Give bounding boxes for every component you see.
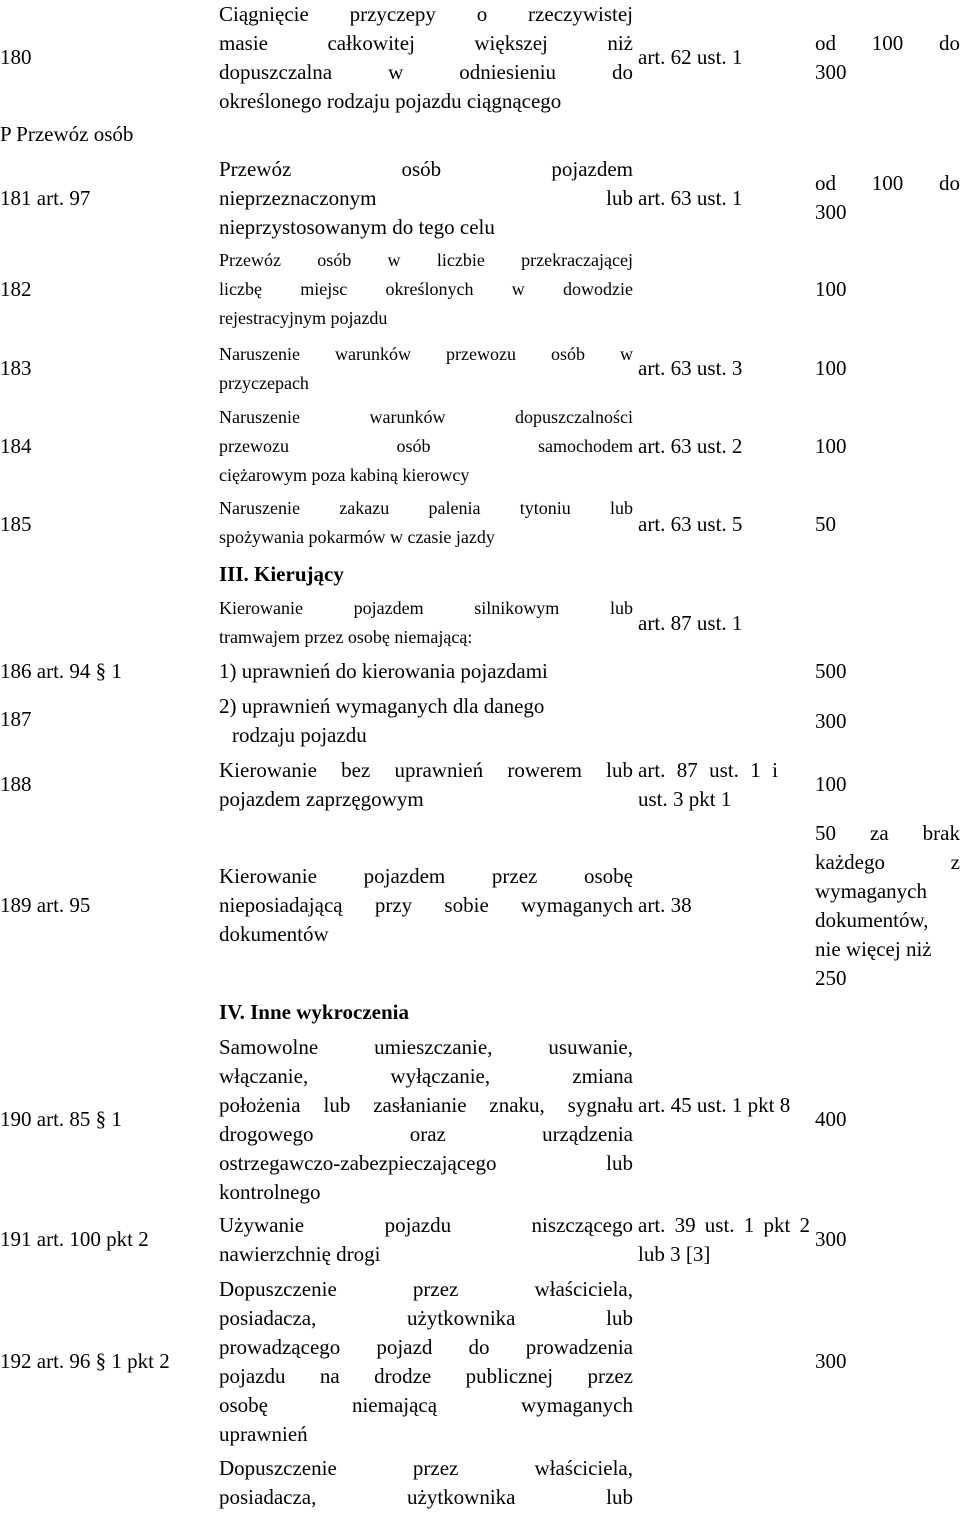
fine-amount <box>815 819 960 993</box>
row-number: 188 <box>0 772 32 796</box>
table-row <box>0 1033 960 1208</box>
legal-reference: art. 63 ust. 5 <box>638 512 743 536</box>
row-number: 183 <box>0 356 32 380</box>
offense-description <box>219 494 633 552</box>
offense-description <box>219 1211 633 1269</box>
table-row <box>0 1275 960 1450</box>
offense-description <box>219 155 633 242</box>
description-line: ciężarowym poza kabiną kierowcy <box>219 465 470 485</box>
fine-line: wymaganych <box>815 879 927 903</box>
fine-amount: 100 <box>815 356 847 380</box>
row-number: 182 <box>0 277 32 301</box>
offense-description <box>219 692 633 750</box>
description-line: rejestracyjnym pojazdu <box>219 308 388 328</box>
table-row <box>0 340 960 400</box>
description-line: pojazdem zaprzęgowym <box>219 787 424 811</box>
description-line: drogowego oraz urządzenia <box>219 1122 633 1146</box>
table-row <box>0 246 960 336</box>
table-row <box>0 494 960 554</box>
description-line: nawierzchnię drogi <box>219 1242 381 1266</box>
legal-reference: art. 62 ust. 1 <box>638 45 743 69</box>
section-heading: IV. Inne wykroczenia <box>219 1000 409 1024</box>
description-line: określonego rodzaju pojazdu ciągnącego <box>219 89 562 113</box>
description-line: nieprzeznaczonym lub <box>219 186 633 210</box>
description-line: włączanie, wyłączanie, zmiana <box>219 1064 633 1088</box>
fine-amount: 100 <box>815 772 847 796</box>
offense-description <box>219 340 633 398</box>
description-line: Kierowanie pojazdem silnikowym lub <box>219 598 633 618</box>
table-row <box>0 1454 960 1514</box>
description-line: przewozu osób samochodem <box>219 436 633 456</box>
section-heading: III. Kierujący <box>219 562 344 586</box>
description-line: rodzaju pojazdu <box>232 723 367 747</box>
fine-amount: 50 <box>815 512 836 536</box>
fine-amount: 100 <box>815 277 847 301</box>
description-line: przyczepach <box>219 373 309 393</box>
table-row <box>0 657 960 687</box>
description-line: Naruszenie warunków dopuszczalności <box>219 407 633 427</box>
fine-line: każdego z <box>815 850 960 874</box>
offense-description <box>219 403 633 490</box>
legal-reference: art. 39 ust. 1 pkt 2 lub 3 [3] <box>638 1213 810 1266</box>
description-line: Naruszenie warunków przewozu osób w <box>219 344 633 364</box>
description-line: dopuszczalna w odniesieniu do <box>219 60 633 84</box>
description-line: Przewóz osób pojazdem <box>219 157 633 181</box>
table-row <box>0 0 960 116</box>
fine-amount: 300 <box>815 1349 847 1373</box>
legal-reference: art. 87 ust. 1 <box>638 611 743 635</box>
fine-amount: 300 <box>815 709 847 733</box>
offense-description <box>219 0 633 116</box>
fine-line: nie więcej niż <box>815 937 932 961</box>
legal-reference: art. 63 ust. 3 <box>638 356 743 380</box>
table-row <box>0 594 960 654</box>
fine-line: od 100 do <box>815 171 960 195</box>
legal-reference: art. 63 ust. 1 <box>638 186 743 210</box>
row-number: 187 <box>0 707 32 731</box>
fine-line: 250 <box>815 966 847 990</box>
description-line: dokumentów <box>219 922 329 946</box>
description-line: Dopuszczenie przez właściciela, <box>219 1456 633 1480</box>
description-line: Używanie pojazdu niszczącego <box>219 1213 633 1237</box>
section-heading: P Przewóz osób <box>0 122 134 146</box>
description-line: uprawnień <box>219 1422 308 1446</box>
legal-reference: art. 87 ust. 1 i ust. 3 pkt 1 <box>638 758 778 811</box>
fine-amount <box>815 169 960 227</box>
fine-amount <box>815 29 960 87</box>
description-line: posiadacza, użytkownika lub <box>219 1306 633 1330</box>
offense-description <box>219 1454 633 1512</box>
description-line: 2) uprawnień wymaganych dla danego <box>219 694 545 718</box>
legal-reference: art. 45 ust. 1 pkt 8 <box>638 1093 791 1117</box>
description-line: ostrzegawczo-zabezpieczającego lub <box>219 1151 633 1175</box>
row-number: 189 art. 95 <box>0 893 91 917</box>
description-line: Kierowanie pojazdem przez osobę <box>219 864 633 888</box>
row-number: 185 <box>0 512 32 536</box>
description-line: masie całkowitej większej niż <box>219 31 633 55</box>
description-line: nieprzystosowanym do tego celu <box>219 215 495 239</box>
table-row <box>0 155 960 245</box>
fine-amount: 500 <box>815 659 847 683</box>
description-line: Naruszenie zakazu palenia tytoniu lub <box>219 498 633 518</box>
fine-amount: 300 <box>815 1227 847 1251</box>
table-row <box>0 756 960 816</box>
fine-line: 300 <box>815 60 847 84</box>
table-row <box>0 819 960 994</box>
legal-reference: art. 38 <box>638 893 692 917</box>
row-number: 191 art. 100 pkt 2 <box>0 1227 149 1251</box>
row-number: 186 art. 94 § 1 <box>0 659 122 683</box>
description-line: Samowolne umieszczanie, usuwanie, <box>219 1035 633 1059</box>
row-number: 190 art. 85 § 1 <box>0 1107 122 1131</box>
description-line: kontrolnego <box>219 1180 321 1204</box>
offense-description <box>219 246 633 333</box>
description-line: nieposiadającą przy sobie wymaganych <box>219 893 633 917</box>
offense-description <box>219 657 633 686</box>
fine-amount: 100 <box>815 434 847 458</box>
row-number: 184 <box>0 434 32 458</box>
fine-line: od 100 do <box>815 31 960 55</box>
description-line: Ciągnięcie przyczepy o rzeczywistej <box>219 2 633 26</box>
description-line: 1) uprawnień do kierowania pojazdami <box>219 659 548 683</box>
description-line: posiadacza, użytkownika lub <box>219 1485 633 1509</box>
description-line: spożywania pokarmów w czasie jazdy <box>219 527 495 547</box>
description-line: prowadzącego pojazd do prowadzenia <box>219 1335 633 1359</box>
fine-line: 50 za brak <box>815 821 960 845</box>
description-line: położenia lub zasłanianie znaku, sygnału <box>219 1093 633 1117</box>
description-line: pojazdu na drodze publicznej przez <box>219 1364 633 1388</box>
table-row <box>0 1211 960 1271</box>
table-row <box>0 692 960 752</box>
fine-line: dokumentów, <box>815 908 929 932</box>
description-line: Przewóz osób w liczbie przekraczającej <box>219 250 633 270</box>
row-number: 180 <box>0 45 32 69</box>
offense-description <box>219 1033 633 1207</box>
offense-description <box>219 594 633 652</box>
description-line: Kierowanie bez uprawnień rowerem lub <box>219 758 633 782</box>
legal-reference: art. 63 ust. 2 <box>638 434 743 458</box>
fine-line: 300 <box>815 200 847 224</box>
offense-description <box>219 756 633 814</box>
description-line: liczbę miejsc określonych w dowodzie <box>219 279 633 299</box>
offense-description <box>219 862 633 949</box>
table-row <box>0 403 960 493</box>
row-number: 192 art. 96 § 1 pkt 2 <box>0 1349 170 1373</box>
description-line: Dopuszczenie przez właściciela, <box>219 1277 633 1301</box>
description-line: osobę niemającą wymaganych <box>219 1393 633 1417</box>
row-number: 181 art. 97 <box>0 186 91 210</box>
offense-description <box>219 1275 633 1449</box>
description-line: tramwajem przez osobę niemającą: <box>219 627 473 647</box>
fine-amount: 400 <box>815 1107 847 1131</box>
